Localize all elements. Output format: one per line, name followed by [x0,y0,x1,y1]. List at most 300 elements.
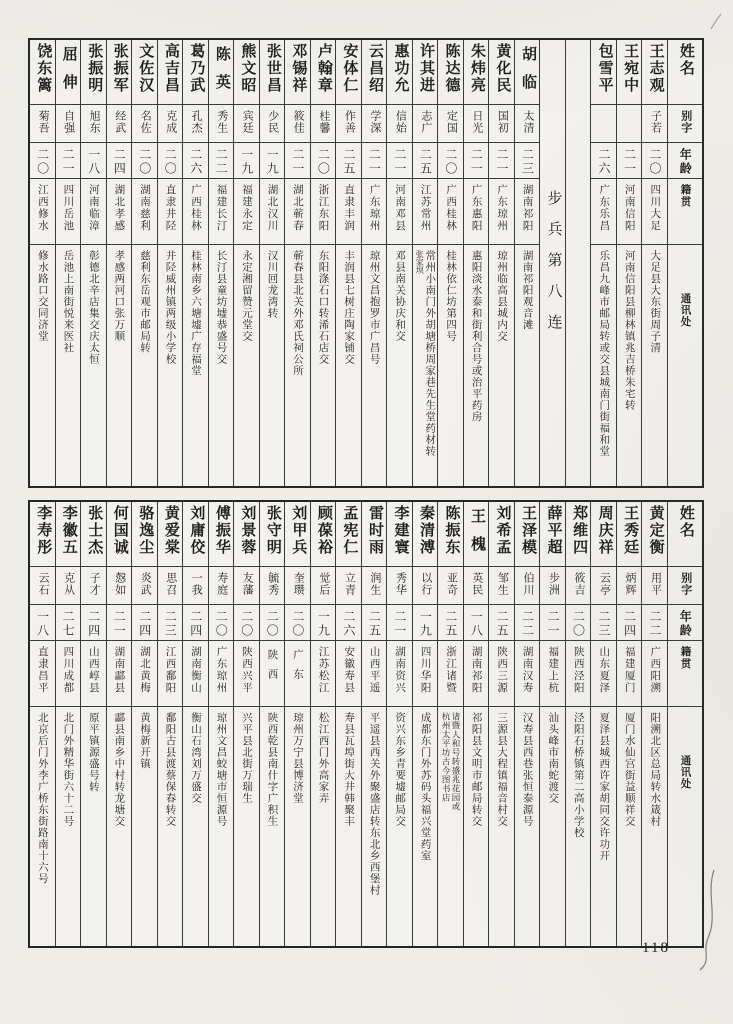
courtesy-name-cell-text: 信始 [394,110,407,134]
address-cell [540,707,565,946]
native-place-cell-text: 湖南衡山 [189,646,201,694]
address-cell [30,245,55,486]
name-cell [158,502,183,567]
courtesy-name-cell [107,105,132,143]
native-place-cell [515,641,540,707]
address-text: 井陉威州镇两级小学校 [164,250,176,365]
header-cell [668,641,702,707]
header-label: 姓名 [677,505,694,539]
name-cell [362,502,387,567]
native-place-cell-text: 湖南汉寿 [521,646,533,694]
name-cell [132,40,157,105]
header-label: 籍贯 [679,184,691,208]
courtesy-name-cell-text: 国初 [496,110,509,134]
entry-column [641,40,667,486]
age-cell [387,605,412,641]
address-cell [464,707,489,946]
native-place-cell [642,179,667,245]
name-cell-text: 傅振华 [213,505,230,556]
courtesy-name-cell [617,105,642,143]
native-place-cell [515,179,540,245]
age-cell [642,143,667,179]
courtesy-name-cell-text: 炳辉 [624,572,636,596]
entry-column [463,40,489,486]
native-place-cell [81,641,106,707]
native-place-cell-text: 广东惠阳 [470,184,482,232]
age-cell-text: 一九 [239,148,254,176]
native-place-cell [336,179,361,245]
courtesy-name-cell-text: 慤如 [113,572,126,596]
native-place-cell-text: 湖北黄梅 [138,646,150,694]
address-cell [413,707,438,946]
name-cell-text: 张振明 [86,43,103,94]
courtesy-name-cell [56,105,81,143]
native-place-cell-text: 江西鄱阳 [164,646,176,694]
name-cell-text: 朱炜亮 [469,43,485,94]
header-label: 通讯处 [679,755,691,790]
courtesy-name-cell [413,105,438,143]
native-place-cell-text: 陕西 [266,649,278,688]
age-cell-text: 二七 [61,610,76,638]
courtesy-name-cell-text: 克成 [164,110,177,134]
age-cell [183,143,208,179]
courtesy-name-cell [311,567,336,605]
age-cell [566,605,591,641]
header-label: 通讯处 [679,293,691,328]
courtesy-name-cell [234,105,259,143]
courtesy-name-cell [362,105,387,143]
name-cell-text: 胡临 [520,46,537,102]
courtesy-name-cell-text: 用平 [649,572,662,596]
courtesy-name-cell-text: 英民 [470,572,483,596]
name-cell-text: 顾葆裕 [315,505,332,556]
courtesy-name-cell-text: 秀华 [394,572,407,596]
name-cell [158,40,183,105]
native-place-cell-text: 广东琼州 [368,184,380,232]
address-cell [260,245,285,486]
address-cell [362,707,387,946]
age-cell [81,143,106,179]
address-cell [81,707,106,946]
name-cell [362,40,387,105]
address-text: 资兴东乡青要墟邮局交 [394,712,406,827]
name-cell-text: 云昌绍 [366,43,383,94]
entry-column [131,502,157,946]
courtesy-name-cell [81,105,106,143]
native-place-cell-text: 广东乐昌 [598,184,610,232]
age-cell-text: 二一 [61,148,76,176]
name-cell-text: 邓锡祥 [290,43,307,94]
courtesy-name-cell [617,567,642,605]
native-place-cell [209,641,234,707]
address-text: 祁阳县文明市邮局转交 [470,712,482,827]
name-cell-text: 许其进 [417,43,434,94]
entry-column [386,40,412,486]
name-cell-text: 秦清溥 [417,505,434,556]
native-place-cell-text: 广西阳溯 [649,646,661,694]
address-text: 平遥县西关外聚盛店转东北乡西堡村 [368,712,380,896]
header-label: 年龄 [678,148,693,176]
address-text: 兴平县北街万瑞生 [241,712,252,804]
header-column [667,40,702,486]
age-cell-text: 二〇 [163,148,178,176]
native-place-cell [438,179,463,245]
age-cell-text: 二五 [494,610,509,638]
native-place-cell-text: 直隶丰润 [343,184,355,232]
header-cell [668,143,702,179]
age-cell-text: 二〇 [35,148,50,176]
header-cell [668,179,702,245]
name-cell-text: 周庆祥 [596,505,613,556]
courtesy-name-cell-text: 润生 [368,572,381,596]
age-cell-text: 一八 [86,148,101,176]
courtesy-name-cell-text: 一我 [190,572,203,596]
age-cell [183,605,208,641]
native-place-cell [413,641,438,707]
native-place-cell-text: 山西平遥 [368,646,380,694]
address-text: 三源县大程镇福音村交 [496,712,508,827]
name-cell-text: 包雪平 [596,43,613,94]
age-cell [209,143,234,179]
courtesy-name-cell [413,567,438,605]
age-cell-text: 二一 [392,610,407,638]
age-cell [285,143,310,179]
name-cell-text: 陈英 [213,46,230,102]
age-cell-text: 二一 [290,148,305,176]
name-cell-text: 张世昌 [264,43,281,94]
courtesy-name-cell [30,105,55,143]
native-place-cell [540,641,565,707]
header-cell [668,245,702,486]
name-cell [617,502,642,567]
courtesy-name-cell [234,567,259,605]
courtesy-name-cell [107,567,132,605]
address-text: 岳池上南街悦来医社 [62,250,74,354]
courtesy-name-cell [285,567,310,605]
native-place-cell [464,179,489,245]
page-number: 118 [642,940,670,956]
entry-column [361,40,387,486]
courtesy-name-cell-text: 名佐 [139,110,152,134]
native-place-cell-text: 山东夏泽 [598,646,610,694]
age-cell-text: 一八 [469,610,484,638]
courtesy-name-cell [311,105,336,143]
age-cell-text: 二一 [545,610,560,638]
native-place-cell [617,641,642,707]
courtesy-name-cell [132,567,157,605]
native-place-cell [234,641,259,707]
name-cell [438,502,463,567]
entry-column [335,40,361,486]
courtesy-name-cell-text: 桂馨 [317,110,330,134]
courtesy-name-cell [285,105,310,143]
native-place-cell [362,179,387,245]
name-cell-text: 安体仁 [341,43,358,94]
address-cell [234,245,259,486]
address-cell [285,245,310,486]
unit-label: 步兵第八连 [545,190,562,345]
courtesy-name-cell [464,567,489,605]
name-cell [260,502,285,567]
age-cell [387,143,412,179]
courtesy-name-cell [336,567,361,605]
name-cell-text: 刘庸佼 [188,505,205,556]
native-place-cell [464,641,489,707]
name-cell [56,40,81,105]
name-cell [311,40,336,105]
age-cell-text: 二五 [367,610,382,638]
age-cell [56,605,81,641]
address-text: 汉川回龙湾转 [266,250,278,319]
courtesy-name-cell-text: 步洲 [547,572,560,596]
address-cell [464,245,489,486]
age-cell [30,143,55,179]
courtesy-name-cell-text: 奎瓒 [292,572,305,596]
native-place-cell-text: 四川大足 [649,184,661,232]
age-cell [260,605,285,641]
age-cell [438,605,463,641]
courtesy-name-cell-text: 以行 [419,572,432,596]
name-cell-text: 王志观 [647,43,664,94]
native-place-cell [285,179,310,245]
address-cell [642,707,667,946]
entry-column [30,502,55,946]
age-cell [642,605,667,641]
courtesy-name-cell [158,567,183,605]
name-cell-text: 王槐 [469,508,485,564]
address-cell [56,245,81,486]
age-cell [515,143,540,179]
unit-designation-column [539,40,565,486]
native-place-cell-text: 陕西三源 [496,646,508,694]
courtesy-name-cell [260,567,285,605]
native-place-cell [489,179,514,245]
address-text: 汕头峰市南蛇渡交 [547,712,559,804]
courtesy-name-cell [515,567,540,605]
native-place-cell [438,641,463,707]
native-place-cell [158,179,183,245]
name-cell [209,40,234,105]
entry-column [55,502,81,946]
address-cell [591,707,616,946]
native-place-cell-text: 广东 [292,649,304,688]
address-text: 厦门水仙宫街益顺祥交 [623,712,635,827]
courtesy-name-cell-text: 子才 [88,572,101,596]
courtesy-name-cell [362,567,387,605]
age-cell-text: 二〇 [648,148,663,176]
age-cell-text: 二一 [469,148,484,176]
header-cell [668,605,702,641]
address-text: 邓县南关协庆和交 [394,250,406,342]
address-cell [413,245,438,486]
age-cell-text: 二二 [520,610,535,638]
courtesy-name-cell-text: 邹生 [496,572,509,596]
entry-column [437,502,463,946]
address-text: 彰德北辛店集交庆太恒 [87,250,99,365]
native-place-cell-text: 江苏松江 [317,646,329,694]
courtesy-name-cell-text: 学深 [368,110,381,134]
name-cell [107,40,132,105]
entry-column [106,40,132,486]
age-cell [489,143,514,179]
address-text: 酃县南乡中村转龙塘交 [113,712,125,827]
native-place-cell [413,179,438,245]
name-cell-text: 黄化民 [494,43,511,94]
native-place-cell-text: 福建上杭 [547,646,559,694]
address-text: 乐昌九峰市邮局转或交县城南门街福和堂 [598,250,610,457]
courtesy-name-cell [642,567,667,605]
address-cell [642,245,667,486]
address-text: 修水路口交同济堂 [36,250,48,342]
native-place-cell [285,641,310,707]
address-text: 诸暨人和号转盛兆花园或 [451,712,462,811]
age-cell [158,143,183,179]
address-text: 永定湘留赞元堂交 [241,250,252,342]
address-text: 河南信阳县柳林镇兆吉桥朱宅转 [623,250,635,411]
name-cell [336,40,361,105]
courtesy-name-cell-text: 亚奇 [445,572,458,596]
name-cell [260,40,285,105]
age-cell [591,143,616,179]
name-cell [387,502,412,567]
address-text: 丰润县七树庄陶家铺交 [343,250,355,365]
native-place-cell-text: 湖北蕲春 [292,184,304,232]
name-cell-text: 刘希孟 [494,505,511,556]
address-text: 夏泽县城西许家胡同交许功开 [598,712,610,862]
name-cell [285,40,310,105]
header-cell [668,707,702,946]
name-cell-text: 熊文昭 [239,43,256,94]
address-cell [209,245,234,486]
courtesy-name-cell [489,567,514,605]
name-cell [107,502,132,567]
courtesy-name-cell-text: 友藩 [241,572,254,596]
age-cell [438,143,463,179]
age-cell [464,143,489,179]
courtesy-name-cell [387,105,412,143]
entry-column [488,502,514,946]
address-cell [285,707,310,946]
header-label: 别字 [679,572,692,596]
address-text: 桂林南乡六塘墟广存福堂 [189,250,201,377]
native-place-cell [56,179,81,245]
address-cell [132,707,157,946]
name-cell [183,502,208,567]
entry-column [335,502,361,946]
courtesy-name-cell [438,105,463,143]
name-cell [311,502,336,567]
name-cell-text: 张士杰 [86,505,103,556]
entry-column [488,40,514,486]
entry-column [157,502,183,946]
register-table-top [28,38,704,488]
courtesy-name-cell [81,567,106,605]
courtesy-name-cell-text: 秀生 [215,110,228,134]
address-text: 常州小南门外胡塘桥周家巷先生堂药材转 [424,250,436,457]
age-cell-text: 二五 [341,148,356,176]
age-cell [464,605,489,641]
native-place-cell [362,641,387,707]
age-cell [515,605,540,641]
age-cell-text: 二一 [112,610,127,638]
age-cell-text: 一九 [316,610,331,638]
name-cell-text: 惠功允 [392,43,409,94]
courtesy-name-cell-text: 少民 [266,110,279,134]
name-cell-text: 王泽模 [520,505,537,556]
header-cell [668,502,702,567]
age-cell [285,605,310,641]
address-text: 阳溯北区总局转水箴村 [649,712,661,827]
entry-column [361,502,387,946]
native-place-cell-text: 直隶井陉 [164,184,176,232]
address-text: 琼州文昌抱罗市广昌号 [368,250,380,365]
address-cell [591,245,616,486]
address-cell [336,245,361,486]
address-text: 大足县大东街周子清 [649,250,661,354]
header-column [667,502,702,946]
name-cell-text: 黄爱棠 [162,505,179,556]
courtesy-name-cell-text: 菊吾 [37,110,50,134]
native-place-cell-text: 安徽寿县 [343,646,355,694]
address-text: 北京后门外李广桥东街路南十六号 [36,712,48,885]
native-place-cell-text: 湖南慈利 [138,184,150,232]
name-cell [489,40,514,105]
native-place-cell-text: 四川岳池 [62,184,74,232]
native-place-cell-text: 湖北汉川 [266,184,278,232]
address-text: 东阳涤石口转浠石店交 [317,250,329,365]
native-place-cell [132,641,157,707]
native-place-cell [260,179,285,245]
native-place-cell-text: 福建永定 [241,184,252,232]
name-cell [642,502,667,567]
age-cell-text: 二〇 [239,610,254,638]
age-cell-text: 一九 [418,610,433,638]
age-cell [30,605,55,641]
native-place-cell-text: 湖南资兴 [394,646,406,694]
age-cell-text: 二四 [86,610,101,638]
name-cell-text: 王秀廷 [622,505,639,556]
courtesy-name-cell-text: 云石 [37,572,50,596]
entry-column [259,40,285,486]
native-place-cell [387,179,412,245]
address-note-text: 杭州太平坊古今图书店 [441,712,452,802]
age-cell-text: 二〇 [137,148,152,176]
native-place-cell-text: 湖北孝感 [113,184,125,232]
name-cell-text: 薛平超 [545,505,562,556]
address-text: 孝感两河口张万顺 [113,250,125,342]
courtesy-name-cell-text: 寿庭 [215,572,228,596]
header-label: 别字 [679,110,692,134]
native-place-cell-text: 河南信阳 [623,184,635,232]
name-cell-text: 陈达德 [443,43,460,94]
header-label: 姓名 [677,43,694,77]
age-cell [362,605,387,641]
header-cell [668,40,702,105]
native-place-cell [311,179,336,245]
entry-column [106,502,132,946]
address-text: 黄梅新开镇 [138,712,150,770]
age-cell [617,605,642,641]
courtesy-name-cell-text: 筱吉 [572,572,585,596]
native-place-cell-text: 湖南祁阳 [470,646,482,694]
address-text: 琼州文昌蛟塘市恒源号 [215,712,227,827]
age-cell-text: 二六 [341,610,356,638]
native-place-cell-text: 四川华阳 [419,646,431,694]
name-cell [464,502,489,567]
address-text: 衡山石湾刘万盛交 [189,712,201,804]
age-cell [591,605,616,641]
age-cell [158,605,183,641]
